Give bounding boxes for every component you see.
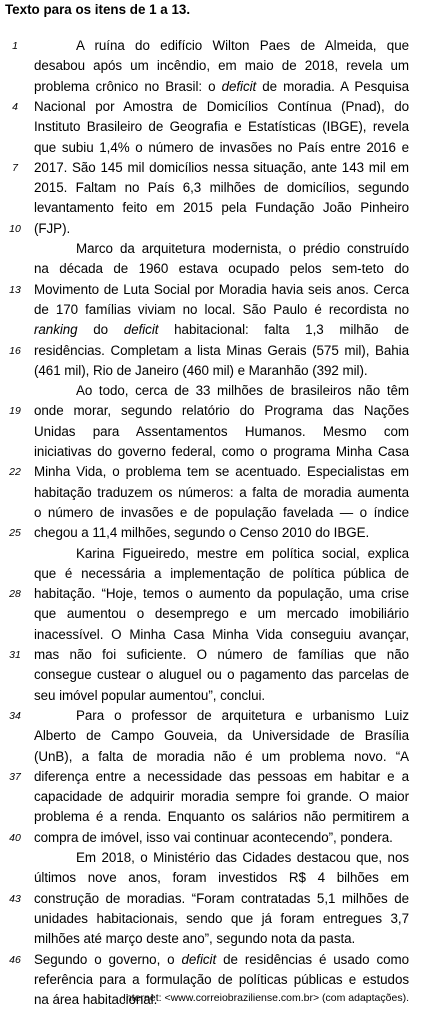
text-run: seu imóvel popular aumentou”, conclui. — [34, 687, 266, 703]
text-run: Unidas para Assentamentos Humanos. Mesmo com — [34, 423, 409, 439]
text-line — [34, 197, 409, 219]
text-run: compra de imóvel, isso vai continuar acontecendo”, pondera. — [34, 829, 393, 845]
text-run: o número de invasões e de população favelada — o índice — [34, 504, 409, 520]
text-line — [34, 360, 409, 382]
text-line — [34, 522, 409, 544]
text-run: Para o professor de arquitetura e urbanismo Luiz — [76, 707, 409, 723]
line-number: 25 — [9, 527, 21, 540]
text-run: Nacional por Amostra de Domicílios Contínua (Pnad), do — [34, 98, 409, 114]
text-run: 2017. São 145 mil domicílios nessa situação, ante 143 mil em — [34, 159, 409, 175]
text-run: que é necessária a implementação de política pública de — [34, 565, 409, 581]
text-run: que subiu 1,4% o número de invasões no País entre 2016 e — [34, 139, 409, 155]
text-run: na década de 1960 estava ocupado pelos sem-teto do — [34, 261, 409, 277]
italic-term: deficit — [221, 78, 257, 94]
line-number: 34 — [9, 709, 21, 722]
text-run: do — [77, 322, 124, 338]
text-run: Em 2018, o Ministério das Cidades destacou que, nos — [76, 850, 409, 865]
text-line — [34, 137, 409, 159]
text-line — [34, 786, 409, 808]
text-line — [76, 705, 409, 727]
text-line — [34, 461, 409, 483]
text-run: chegou a 11,4 milhões, segundo o Censo 2010 do IBGE. — [34, 525, 370, 541]
text-line — [34, 76, 409, 98]
text-run: onde morar, segundo relatório do Programa das Nações — [34, 403, 409, 419]
text-line — [34, 55, 409, 77]
text-line — [34, 746, 409, 768]
text-line — [34, 421, 409, 443]
text-line — [76, 543, 409, 565]
text-line — [34, 644, 409, 666]
text-line — [34, 766, 409, 788]
text-run: Ao todo, cerca de 33 milhões de brasileiros não têm — [76, 383, 409, 399]
text-run: Movimento de Luta Social por Moradia havia seis anos. Cerca — [34, 281, 409, 297]
text-run: Karina Figueiredo, mestre em política social, explica — [76, 545, 409, 561]
text-run: residências. Completam a lista Minas Gerais (575 mil), Bahia — [34, 342, 409, 358]
text-run: desabou após um incêndio, em maio de 2018, revela um — [34, 58, 409, 74]
text-run: na área habitacional. — [34, 992, 158, 1008]
text-line — [34, 725, 409, 747]
text-line — [34, 888, 409, 910]
line-number: 4 — [12, 100, 18, 113]
line-number: 19 — [9, 405, 21, 418]
text-run: problema é a renda. Enquanto os salários não permitirem a — [34, 809, 409, 825]
text-line — [34, 340, 409, 362]
text-run: inacessível. O Minha Casa Minha Vida conseguiu avançar, — [34, 626, 409, 642]
text-line — [34, 299, 409, 321]
text-run: consegue custear o aluguel ou o pagamento das parcelas de — [34, 667, 409, 683]
text-line — [34, 482, 409, 504]
text-line — [34, 177, 409, 199]
line-number: 22 — [9, 466, 21, 479]
text-line — [34, 867, 409, 889]
line-number: 7 — [12, 161, 18, 174]
line-number: 46 — [9, 953, 21, 966]
text-line — [76, 380, 409, 402]
source-citation: Internet: <www.correiobraziliense.com.br> (com adaptações). — [123, 992, 409, 1004]
text-run: de moradia. A Pesquisa — [256, 78, 410, 94]
line-number: 1 — [12, 40, 18, 52]
text-line — [34, 969, 409, 991]
text-run: construção de moradias. “Foram contratadas 5,1 milhões de — [34, 890, 409, 906]
text-line — [34, 563, 409, 585]
text-line — [34, 664, 409, 686]
text-run: problema crônico no Brasil: o — [34, 78, 222, 94]
text-line — [34, 400, 409, 422]
text-run: (FJP). — [34, 220, 71, 236]
text-line — [34, 603, 409, 625]
text-run: unidades habitacionais, sendo que já foram entregues 3,7 — [34, 910, 409, 926]
text-line — [34, 949, 409, 971]
text-line — [76, 847, 409, 869]
text-run: últimos nove anos, foram investidos R$ 4 bilhões em — [34, 870, 409, 886]
text-line — [34, 218, 409, 240]
text-run: que aumentou o desemprego e um mercado imobiliário — [34, 606, 409, 622]
text-line — [34, 279, 409, 301]
text-line — [34, 258, 409, 280]
text-line — [34, 583, 409, 605]
text-line — [34, 157, 409, 179]
line-number: 13 — [9, 283, 21, 296]
text-run: mas não foi suficiente. O número de famílias que não — [34, 647, 409, 662]
text-line — [34, 827, 409, 849]
text-run: Segundo o governo, o — [34, 951, 182, 967]
text-run: Marco da arquitetura modernista, o prédio construído — [76, 241, 409, 256]
text-run: levantamento feito em 2015 pela Fundação João Pinheiro — [34, 200, 409, 216]
text-run: milhões até março deste ano”, segundo nota da pasta. — [34, 931, 356, 947]
text-run: Minha Vida, o problema tem se acentuado. Especialistas em — [34, 464, 409, 480]
italic-term: deficit — [181, 951, 217, 967]
text-line — [34, 502, 409, 524]
text-line — [34, 685, 409, 707]
line-number: 16 — [9, 344, 21, 357]
text-run: capacidade de adquirir moradia sempre foi grande. O maior — [34, 789, 409, 805]
italic-term: ranking — [34, 322, 78, 338]
text-line — [34, 319, 409, 341]
text-run: habitacional: falta 1,3 milhão de — [158, 322, 409, 338]
text-run: 2015. Faltam no País 6,3 milhões de domicílios, segundo — [34, 180, 409, 196]
text-run: iniciativas do governo federal, como o programa Minha Casa — [34, 444, 409, 459]
text-run: diferença entre a necessidade das pessoas em habitar e a — [34, 768, 409, 784]
line-number: 43 — [9, 892, 21, 905]
text-run: referência para a formulação de políticas públicas e estudos — [34, 971, 409, 987]
text-run: de residências é usado como — [216, 951, 409, 967]
text-line — [76, 35, 409, 57]
line-number: 31 — [9, 649, 21, 661]
text-run: habitação. “Hoje, temos o aumento da população, uma crise — [34, 586, 409, 602]
line-number: 37 — [9, 770, 21, 783]
italic-term: deficit — [123, 322, 159, 338]
line-number: 28 — [9, 588, 21, 601]
line-number: 40 — [9, 831, 21, 844]
text-line — [76, 238, 409, 260]
section-heading: Texto para os itens de 1 a 13. — [5, 2, 191, 17]
text-run: (461 mil), Rio de Janeiro (460 mil) e Maranhão (392 mil). — [34, 362, 368, 378]
text-line — [34, 928, 409, 950]
text-run: de 170 famílias viviam no local. São Paulo é recordista no — [34, 301, 409, 317]
text-line — [34, 116, 409, 138]
text-line — [34, 441, 409, 463]
text-run: Instituto Brasileiro de Geografia e Estatísticas (IBGE), revela — [34, 119, 409, 135]
text-run: A ruína do edifício Wilton Paes de Almeida, que — [76, 38, 409, 53]
text-run: (UnB), a falta de moradia não é um problema novo. “A — [34, 748, 409, 764]
text-line — [34, 908, 409, 930]
text-run: habitação traduzem os números: a falta de moradia aumenta — [34, 484, 409, 500]
text-line — [34, 624, 409, 646]
text-line — [34, 806, 409, 828]
line-number: 10 — [9, 222, 21, 235]
text-run: Alberto de Campo Gouveia, da Universidade de Brasília — [34, 728, 409, 744]
text-line — [34, 96, 409, 118]
